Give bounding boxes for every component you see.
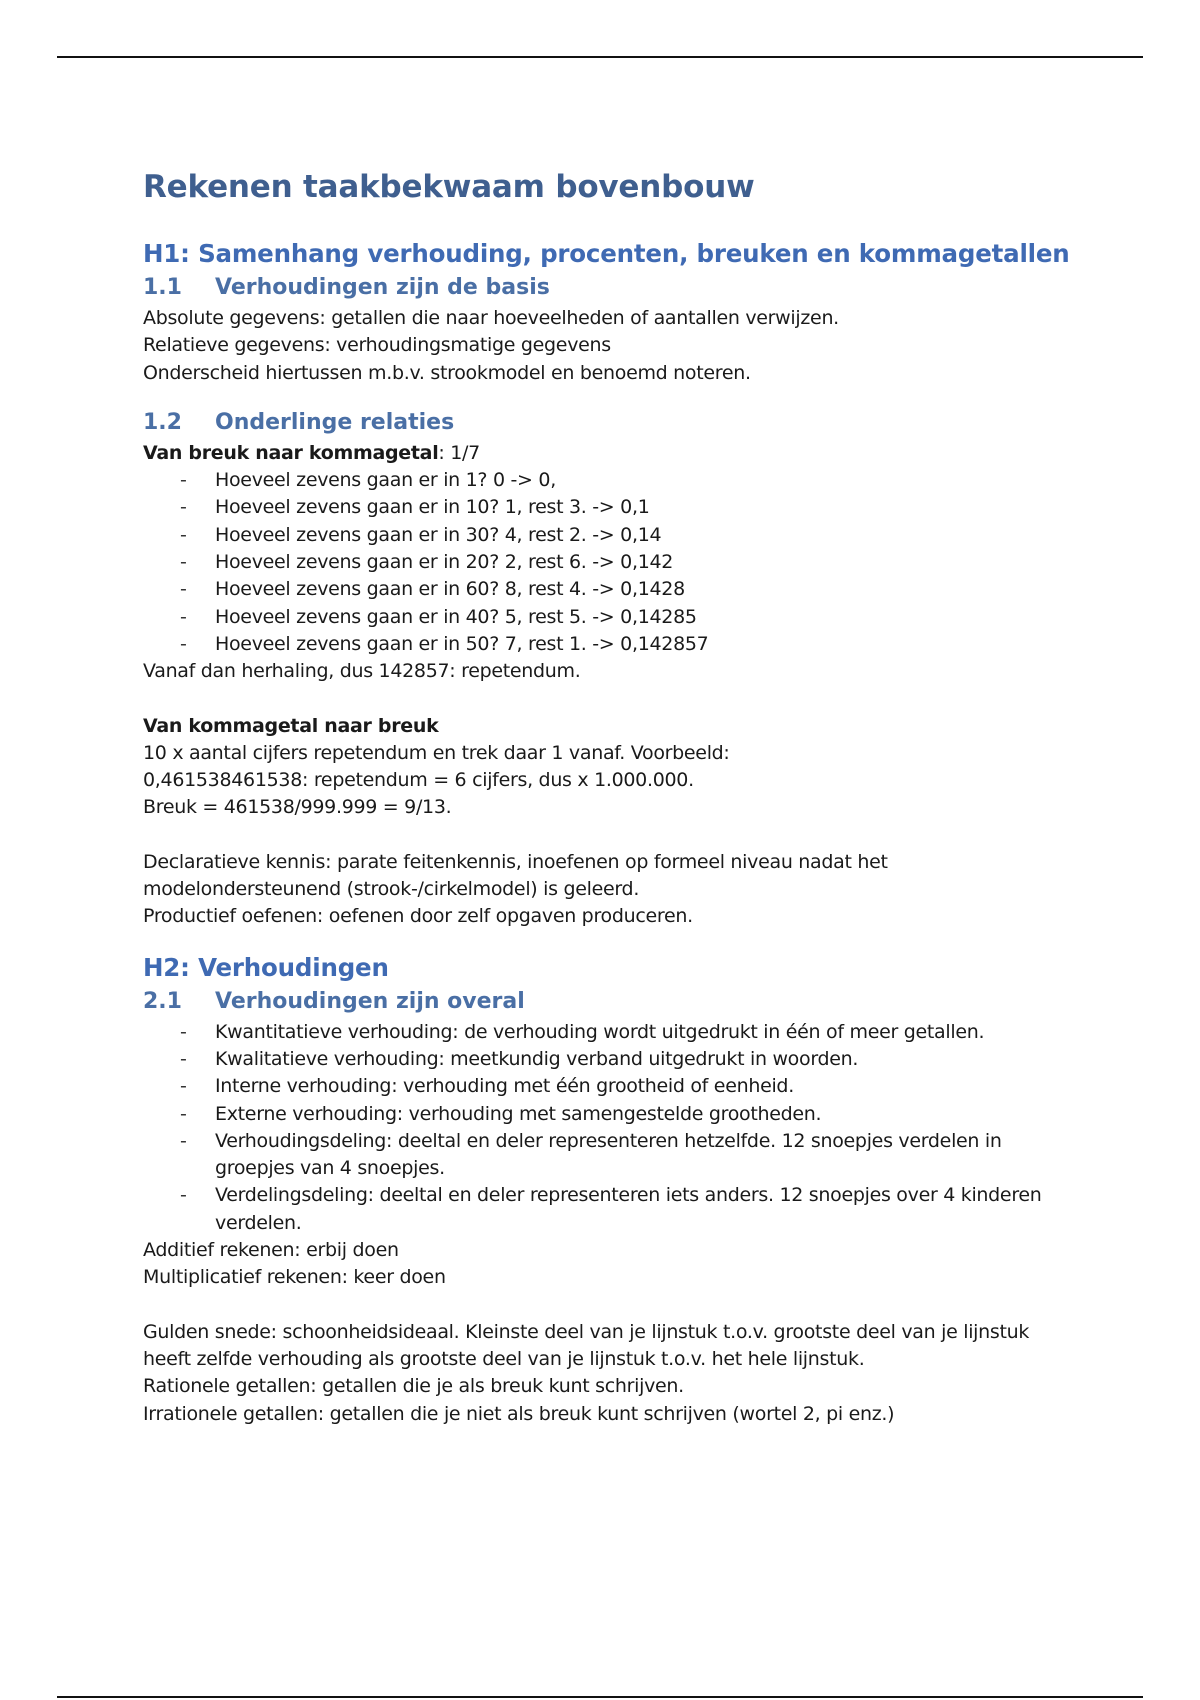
breuk-label: Van breuk naar kommagetal (143, 441, 439, 464)
document-title: Rekenen taakbekwaam bovenbouw (143, 169, 755, 205)
paragraph-line: Breuk = 461538/999.999 = 9/13. (143, 796, 452, 819)
list-item: - Hoeveel zevens gaan er in 20? 2, rest 6. -> 0,142 (180, 551, 674, 574)
paragraph-line: 0,461538461538: repetendum = 6 cijfers, dus x 1.000.000. (143, 769, 694, 792)
paragraph-line: Onderscheid hiertussen m.b.v. strookmodel en benoemd noteren. (143, 361, 751, 384)
list-item: - Kwantitatieve verhouding: de verhouding wordt uitgedrukt in één of meer getallen. (180, 1020, 985, 1043)
paragraph-line: Additief rekenen: erbij doen (143, 1239, 399, 1262)
section-number: 1.1 (143, 275, 182, 300)
section-number: 1.2 (143, 409, 182, 435)
relation-types-list (143, 1019, 1073, 1237)
list-item: - Externe verhouding: verhouding met samengestelde grootheden. (180, 1102, 822, 1125)
list-item: - Verhoudingsdeling: deeltal en deler representeren hetzelfde. 12 snoepjes verdelen in groepjes van 4 snoepjes. (180, 1129, 1002, 1180)
paragraph-line: Productief oefenen: oefenen door zelf opgaven produceren. (143, 905, 693, 928)
list-item: - Kwalitatieve verhouding: meetkundig verband uitgedrukt in woorden. (180, 1047, 859, 1070)
list-item: - Hoeveel zevens gaan er in 1? 0 -> 0, (180, 469, 556, 492)
paragraph-line: Vanaf dan herhaling, dus 142857: repetendum. (143, 660, 581, 683)
paragraph-line: 10 x aantal cijfers repetendum en trek daar 1 vanaf. Voorbeeld: (143, 741, 730, 764)
section-1-1-heading (143, 271, 1073, 305)
division-steps-list (143, 467, 1073, 658)
breuk-intro-line (143, 440, 1073, 467)
list-item: - Hoeveel zevens gaan er in 60? 8, rest 4. -> 0,1428 (180, 578, 685, 601)
list-item: - Hoeveel zevens gaan er in 40? 5, rest 5. -> 0,14285 (180, 605, 697, 628)
paragraph-line: Absolute gegevens: getallen die naar hoeveelheden of aantallen verwijzen. (143, 307, 839, 329)
chapter-1-heading: H1: Samenhang verhouding, procenten, breuken en kommagetallen (143, 239, 1070, 268)
list-item: - Hoeveel zevens gaan er in 10? 1, rest 3. -> 0,1 (180, 496, 650, 519)
section-number: 2.1 (143, 988, 182, 1014)
list-item: - Hoeveel zevens gaan er in 30? 4, rest 2. -> 0,14 (180, 523, 662, 546)
paragraph: Gulden snede: schoonheidsideaal. Kleinste deel van je lijnstuk t.o.v. grootste deel van je lijnstuk heeft zelfde verhouding als grootste deel van je lijnstuk t.o.v. het hele lijnstuk. (143, 1320, 1030, 1370)
list-item: - Interne verhouding: verhouding met één grootheid of eenheid. (180, 1075, 794, 1098)
section-2-1-heading (143, 985, 1073, 1019)
list-item: - Hoeveel zevens gaan er in 50? 7, rest 1. -> 0,142857 (180, 632, 709, 655)
chapter-2-heading: H2: Verhoudingen (143, 952, 389, 982)
breuk-value: : 1/7 (438, 441, 480, 464)
section-title: Onderlinge relaties (215, 409, 455, 435)
document-body (143, 165, 1073, 1428)
list-item: - Verdelingsdeling: deeltal en deler representeren iets anders. 12 snoepjes over 4 kinderen verdelen. (180, 1184, 1042, 1234)
paragraph-line: Irrationele getallen: getallen die je niet als breuk kunt schrijven (wortel 2, pi enz.) (143, 1402, 895, 1425)
section-1-2-heading (143, 406, 1073, 440)
paragraph-line: Relatieve gegevens: verhoudingsmatige gegevens (143, 334, 611, 357)
paragraph-line: Rationele getallen: getallen die je als breuk kunt schrijven. (143, 1375, 684, 1398)
footer-rule (57, 1696, 1143, 1698)
komma-heading: Van kommagetal naar breuk (143, 714, 439, 737)
paragraph-line: Multiplicatief rekenen: keer doen (143, 1266, 446, 1289)
header-rule (57, 56, 1143, 58)
section-title: Verhoudingen zijn de basis (215, 275, 550, 300)
section-title: Verhoudingen zijn overal (215, 988, 525, 1014)
paragraph-line: Declaratieve kennis: parate feitenkennis, inoefenen op formeel niveau nadat het (143, 850, 888, 873)
paragraph-line: modelondersteunend (strook-/cirkelmodel) is geleerd. (143, 878, 640, 901)
